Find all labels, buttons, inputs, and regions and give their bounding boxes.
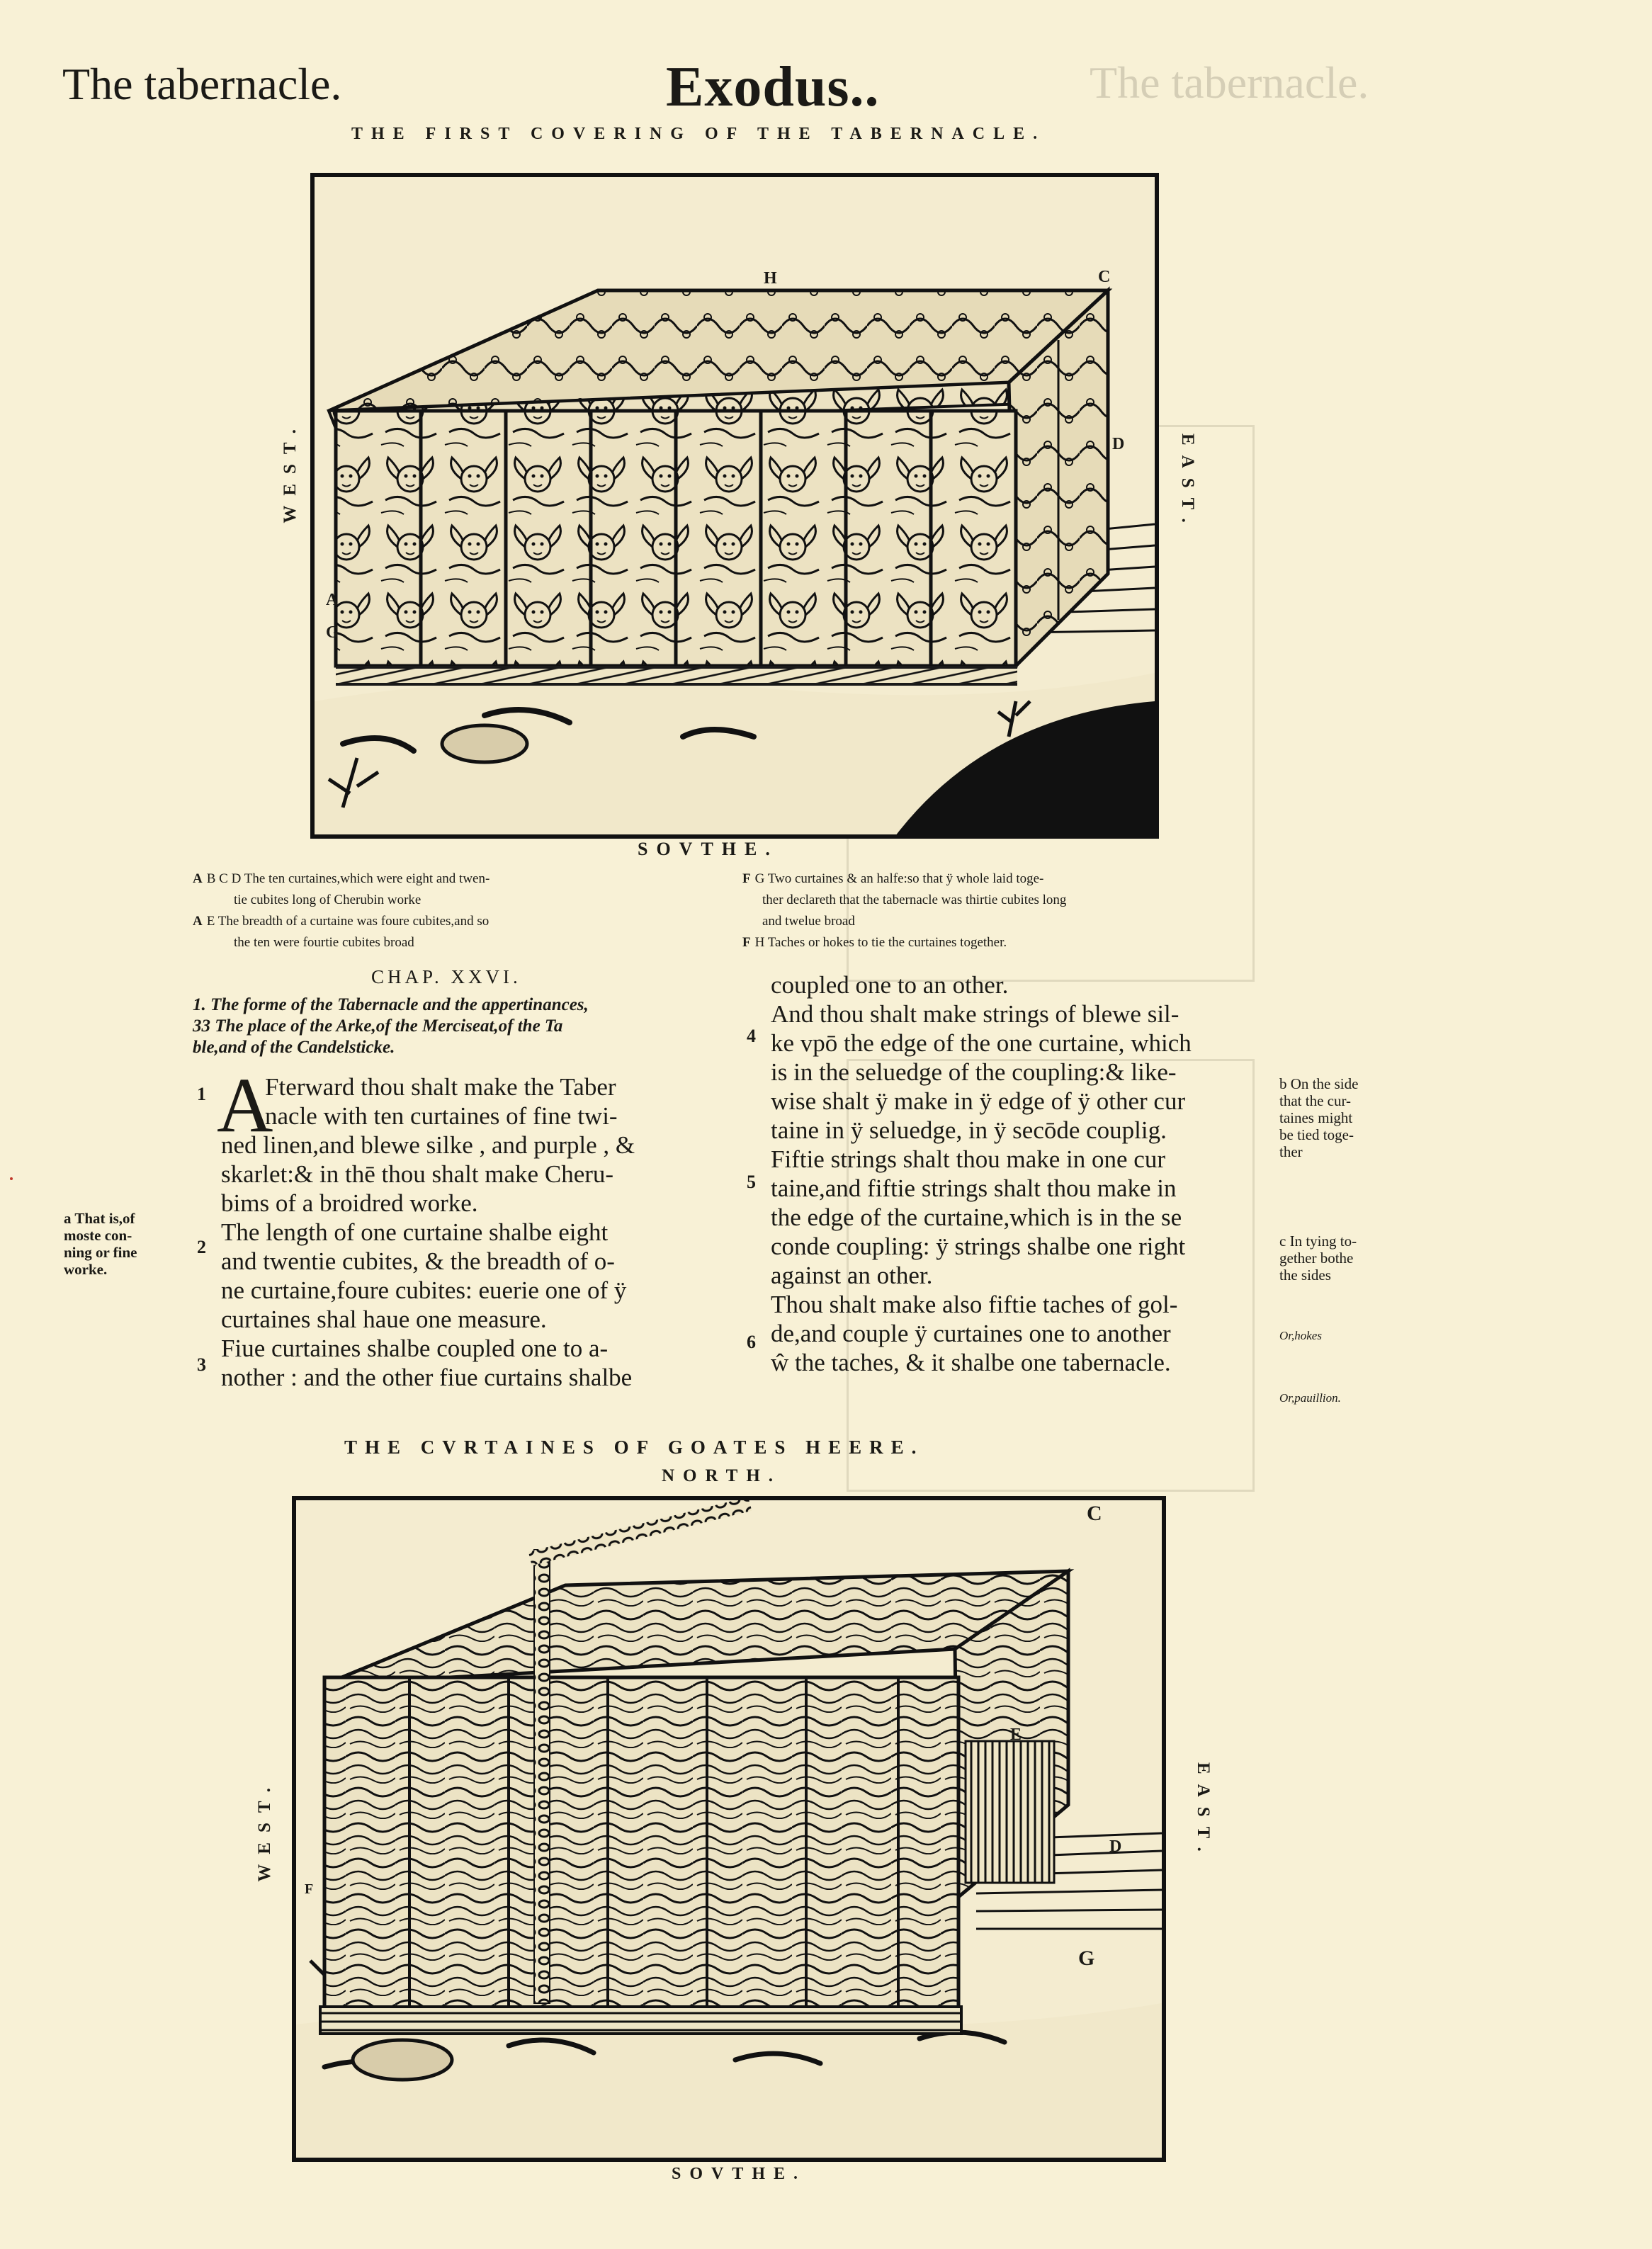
text-line: nacle with ten curtaines of fine twi-: [265, 1102, 618, 1130]
text-line: Thou shalt make also fiftie taches of gol-: [771, 1291, 1178, 1318]
text-line: ne curtaine,foure cubites: euerie one of ÿ: [221, 1276, 627, 1304]
text-line: skarlet:& in thē thou shalt make Cheru-: [221, 1160, 614, 1188]
text-line: nother : and the other fiue curtains shalbe: [221, 1364, 633, 1391]
text-line: the edge of the curtaine,which is in the se: [771, 1203, 1182, 1231]
verse-number: 5: [747, 1172, 756, 1192]
verse-number: 2: [197, 1237, 206, 1257]
text-line: And thou shalt make strings of blewe sil-: [771, 1000, 1179, 1028]
figure1-east-label: EAST.: [1178, 434, 1197, 533]
text-line: de,and couple ÿ curtaines one to another: [771, 1320, 1171, 1347]
text-line: Fiftie strings shalt thou make in one cur: [771, 1145, 1165, 1173]
legend-line: tie cubites long of Cherubin worke: [234, 893, 422, 907]
figure2-label-d: D: [1109, 1837, 1122, 1856]
figure1-legend-right: [742, 868, 1066, 953]
figure1-label-c: C: [1098, 268, 1111, 286]
text-line: is in the seluedge of the coupling:& like-: [771, 1058, 1177, 1086]
figure2-north-label: NORTH.: [662, 1466, 782, 1485]
text-line: taine in ÿ seluedge, in ÿ secōde couplig.: [771, 1116, 1167, 1144]
figure1-woodcut: [315, 177, 1155, 834]
text-line: conde coupling: ÿ strings shalbe one right: [771, 1233, 1186, 1260]
bleed-through-running-head: The tabernacle.: [1090, 57, 1369, 108]
figure2-woodcut: [296, 1500, 1162, 2158]
right-column-text: [771, 970, 1281, 1377]
figure1-south-label: SOVTHE.: [638, 839, 779, 859]
figure2-title: THE CVRTAINES OF GOATES HEERE.: [344, 1437, 924, 1458]
summary-line: ble,and of the Candelsticke.: [193, 1038, 395, 1057]
chapter-heading: CHAP. XXVI.: [371, 966, 521, 987]
figure2-label-g: G: [1078, 1947, 1095, 1970]
chapter-summary: [193, 995, 589, 1058]
text-line: The length of one curtaine shalbe eight: [221, 1218, 609, 1246]
text-line: curtaines shal haue one measure.: [221, 1305, 547, 1333]
text-line: Fterward thou shalt make the Taber: [265, 1073, 616, 1101]
text-line: bims of a broidred worke.: [221, 1189, 478, 1217]
verse-number: 6: [747, 1332, 756, 1352]
figure1-west-label: WEST.: [281, 419, 300, 523]
left-column-text: [221, 1072, 731, 1392]
figure2-south-label: SOVTHE.: [672, 2165, 807, 2183]
margin-note-e: Or,pauillion.: [1279, 1391, 1341, 1405]
figure1-label-h: H: [764, 269, 777, 288]
legend-line: A E The breadth of a curtaine was foure cubites,and so: [193, 914, 490, 929]
text-line: Fiue curtaines shalbe coupled one to a-: [221, 1335, 609, 1362]
figure1-label-g: G: [326, 623, 339, 642]
text-line: coupled one to an other.: [771, 971, 1009, 999]
text-line: ke vpō the edge of the one curtaine, which: [771, 1029, 1192, 1057]
legend-line: F H Taches or hokes to tie the curtaines together.: [742, 935, 1007, 950]
red-ink-dot: [10, 1177, 13, 1180]
running-head-center: Exodus..: [666, 56, 880, 118]
drop-cap: A: [217, 1062, 273, 1148]
text-line: ŵ the taches, & it shalbe one tabernacle.: [771, 1349, 1171, 1376]
margin-note-b: b On the side that the cur- taines might be tied toge- ther: [1279, 1075, 1359, 1160]
text-line: wise shalt ÿ make in ÿ edge of ÿ other cur: [771, 1087, 1186, 1115]
legend-line: A B C D The ten curtaines,which were eight and twen-: [193, 871, 490, 886]
margin-note-d: Or,hokes: [1279, 1329, 1322, 1342]
legend-line: and twelue broad: [762, 914, 855, 929]
figure2-west-label: WEST.: [255, 1778, 274, 1882]
summary-line: 33 The place of the Arke,of the Merciseat,of the Ta: [193, 1016, 563, 1036]
figure2-label-c: C: [1087, 1502, 1102, 1525]
summary-line: 1. The forme of the Tabernacle and the appertinances,: [193, 995, 589, 1014]
verse-number: 4: [747, 1026, 756, 1046]
margin-note-c: c In tying to- gether bothe the sides: [1279, 1233, 1357, 1284]
verse-number: 3: [197, 1354, 206, 1375]
text-line: and twentie cubites, & the breadth of o-: [221, 1247, 615, 1275]
legend-line: ther declareth that the tabernacle was thirtie cubites long: [762, 893, 1067, 907]
running-head-left: The tabernacle.: [62, 59, 342, 109]
figure2-east-label: EAST.: [1194, 1762, 1213, 1862]
figure1-legend-left: [193, 868, 490, 953]
figure1-title: THE FIRST COVERING OF THE TABERNACLE.: [351, 125, 1046, 143]
figure1-woodcut-frame: [310, 173, 1159, 839]
figure1-label-d: D: [1112, 435, 1125, 453]
text-line: ned linen,and blewe silke , and purple , &: [221, 1131, 635, 1159]
legend-line: F G Two curtaines & an halfe:so that ÿ whole laid toge-: [742, 871, 1044, 886]
figure1-label-a: A: [326, 591, 339, 609]
figure2-woodcut-frame: [292, 1496, 1166, 2162]
figure2-label-e: E: [1010, 1726, 1022, 1744]
figure2-label-f: F: [305, 1881, 314, 1897]
legend-line: the ten were fourtie cubites broad: [234, 935, 414, 950]
text-line: against an other.: [771, 1262, 933, 1289]
margin-note-a: a That is,of moste con- ning or fine worke.: [64, 1210, 137, 1278]
verse-number: 1: [197, 1084, 206, 1104]
text-line: taine,and fiftie strings shalt thou make in: [771, 1174, 1177, 1202]
